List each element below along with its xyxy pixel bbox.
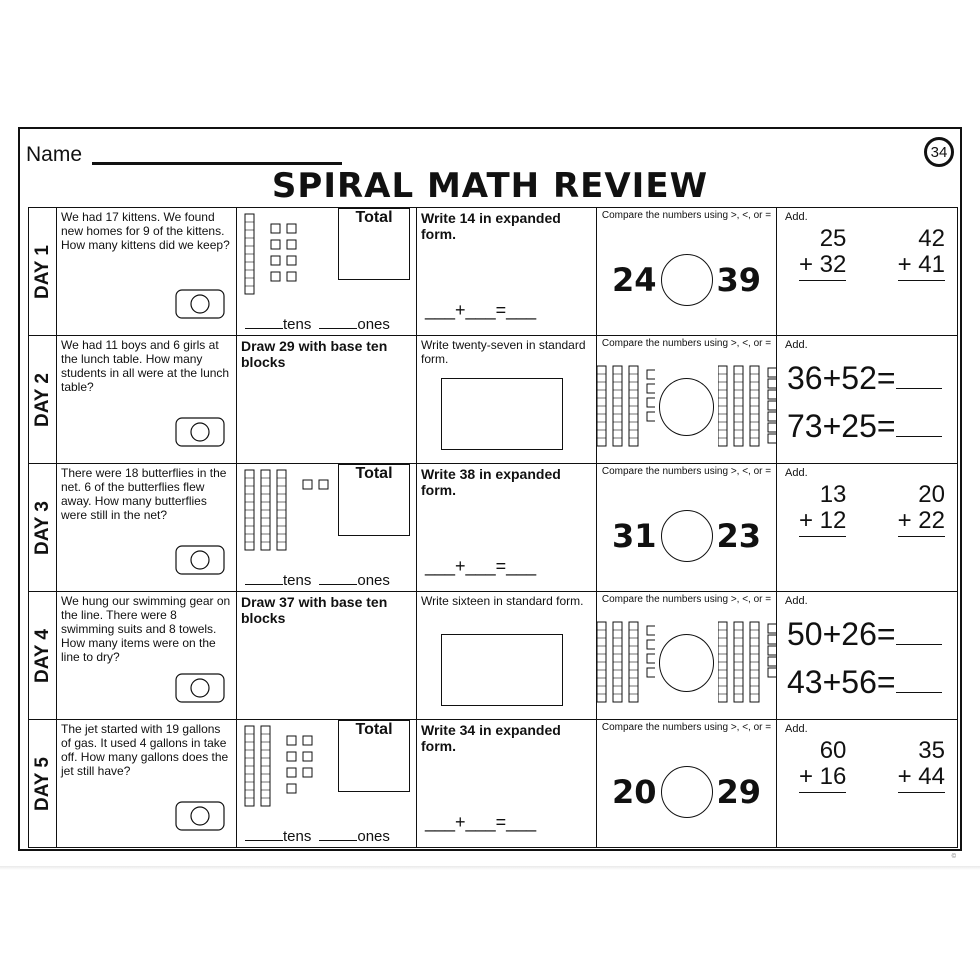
compare-row	[597, 510, 776, 562]
standard-form-answer-box[interactable]	[441, 634, 563, 706]
compare-cell	[597, 208, 777, 336]
one-cube	[271, 272, 280, 281]
compare-answer-circle[interactable]	[659, 378, 715, 436]
one-cube	[287, 736, 296, 745]
ten-rod	[245, 214, 254, 294]
addition-cell	[777, 720, 958, 848]
story-problem-cell	[57, 464, 237, 592]
vertical-addition-problem[interactable]: 42 + 41	[898, 226, 945, 281]
name-label: Name	[26, 143, 83, 166]
compare-answer-circle[interactable]	[661, 766, 713, 818]
compare-right-number: 39	[716, 261, 762, 299]
place-value-prompt: Write twenty-seven in standard form.	[421, 338, 586, 366]
worksheet	[18, 127, 962, 860]
story-problem-text: There were 18 butterflies in the net. 6 of the butterflies flew away. How many butterflies were still in the net?	[61, 466, 227, 522]
compare-answer-circle[interactable]	[661, 510, 713, 562]
compare-right-blocks	[718, 620, 776, 706]
place-value-prompt: Write 34 in expanded form.	[421, 722, 561, 754]
story-problem-text: The jet started with 19 gallons of gas. It used 4 gallons in take off. How many gallons does the jet still have?	[61, 722, 229, 778]
day-row	[29, 592, 958, 720]
day-row	[29, 336, 958, 464]
add-label: Add.	[785, 211, 808, 223]
butterfly-net-icon	[170, 540, 230, 585]
compare-left-blocks	[597, 620, 655, 706]
place-value-prompt: Write 38 in expanded form.	[421, 466, 561, 498]
compare-left-number: 24	[611, 261, 657, 299]
compare-cell	[597, 336, 777, 464]
horizontal-addition-problem[interactable]: 73+25=	[787, 408, 942, 445]
place-value-prompt: Write 14 in expanded form.	[421, 210, 561, 242]
one-cube	[303, 768, 312, 777]
one-cube	[303, 752, 312, 761]
place-value-cell	[417, 208, 597, 336]
story-problem-cell	[57, 336, 237, 464]
vertical-addition-problem[interactable]: 25 + 32	[799, 226, 846, 281]
page-number-badge: 34	[924, 137, 954, 167]
story-problem-cell	[57, 208, 237, 336]
one-cube	[303, 736, 312, 745]
vertical-addition-problem[interactable]: 20 + 22	[898, 482, 945, 537]
base-ten-cell	[237, 464, 417, 592]
compare-row	[597, 766, 776, 818]
one-cube	[271, 240, 280, 249]
ten-rod	[734, 622, 743, 702]
page-shadow	[0, 866, 980, 870]
base-ten-cell[interactable]	[237, 336, 417, 464]
story-problem-cell	[57, 592, 237, 720]
compare-right-number: 23	[716, 517, 762, 555]
day-row	[29, 720, 958, 848]
vertical-addition-problem[interactable]: 13 + 12	[799, 482, 846, 537]
draw-blocks-prompt: Draw 29 with base ten blocks	[241, 338, 388, 370]
addition-cell	[777, 336, 958, 464]
total-box[interactable]	[338, 464, 410, 536]
add-label: Add.	[785, 723, 808, 735]
vertical-addition-problem[interactable]: 35 + 44	[898, 738, 945, 793]
compare-left-number: 31	[611, 517, 657, 555]
one-cube	[287, 272, 296, 281]
day-label: DAY 4	[31, 628, 53, 683]
compare-left-number: 20	[611, 773, 657, 811]
total-box[interactable]	[338, 720, 410, 792]
place-value-cell	[417, 720, 597, 848]
one-cube	[271, 256, 280, 265]
compare-right-blocks	[718, 364, 776, 450]
ten-rod	[718, 622, 727, 702]
day-label: DAY 1	[31, 244, 53, 299]
total-label: Total	[355, 209, 393, 226]
ten-rod	[245, 470, 254, 550]
day-row	[29, 464, 958, 592]
ten-rod	[718, 366, 727, 446]
total-label: Total	[355, 465, 393, 482]
story-problem-text: We had 11 boys and 6 girls at the lunch table. How many students in all were at the lunch table?	[61, 338, 230, 394]
base-ten-cell	[237, 208, 417, 336]
ten-rod	[750, 622, 759, 702]
add-label: Add.	[785, 467, 808, 479]
ten-rod	[734, 366, 743, 446]
ten-rod	[613, 366, 622, 446]
compare-prompt: Compare the numbers using >, <, or =	[601, 466, 772, 477]
place-setting-icon	[170, 412, 230, 457]
place-value-cell	[417, 464, 597, 592]
ten-rod	[613, 622, 622, 702]
day-label-cell	[29, 464, 57, 592]
day-label: DAY 5	[31, 756, 53, 811]
total-label: Total	[355, 721, 393, 738]
story-problem-cell	[57, 720, 237, 848]
compare-answer-circle[interactable]	[659, 634, 715, 692]
day-label: DAY 2	[31, 372, 53, 427]
girl-with-kitten-icon	[170, 284, 230, 329]
ten-rod	[597, 366, 606, 446]
one-cube	[287, 240, 296, 249]
copyright-mark: ©	[951, 854, 956, 860]
one-cube	[303, 480, 312, 489]
story-problem-text: We hung our swimming gear on the line. There were 8 swimming suits and 8 towels. How many items were on the line to dry?	[61, 594, 231, 664]
tens-ones-blanks[interactable]: tens ones	[245, 572, 390, 589]
day-label-cell	[29, 720, 57, 848]
horizontal-addition-problem[interactable]: 43+56=	[787, 664, 942, 701]
expanded-form-blanks[interactable]: ___+___=___	[425, 300, 537, 320]
addition-cell	[777, 464, 958, 592]
base-ten-blocks	[243, 212, 343, 312]
one-cube	[287, 784, 296, 793]
jet-plane-icon	[170, 796, 230, 841]
compare-cell	[597, 592, 777, 720]
compare-row	[597, 254, 776, 306]
compare-cell	[597, 464, 777, 592]
base-ten-cell[interactable]	[237, 592, 417, 720]
horizontal-addition-problem[interactable]: 36+52=	[787, 360, 942, 397]
horizontal-addition-problem[interactable]: 50+26=	[787, 616, 942, 653]
one-cube	[271, 224, 280, 233]
name-line[interactable]	[92, 162, 342, 165]
story-problem-text: We had 17 kittens. We found new homes for 9 of the kittens. How many kittens did we keep?	[61, 210, 230, 252]
review-grid	[28, 207, 958, 848]
draw-blocks-prompt: Draw 37 with base ten blocks	[241, 594, 388, 626]
compare-answer-circle[interactable]	[661, 254, 713, 306]
ten-rod	[629, 622, 638, 702]
addition-cell	[777, 592, 958, 720]
one-cube	[287, 768, 296, 777]
compare-row	[597, 620, 776, 706]
one-cube	[287, 752, 296, 761]
day-label: DAY 3	[31, 500, 53, 555]
addition-cell	[777, 208, 958, 336]
add-label: Add.	[785, 339, 808, 351]
one-cube	[287, 224, 296, 233]
vertical-addition-problem[interactable]: 60 + 16	[799, 738, 846, 793]
ten-rod	[277, 470, 286, 550]
base-ten-blocks	[243, 468, 343, 568]
expanded-form-blanks[interactable]: ___+___=___	[425, 812, 537, 832]
day-label-cell	[29, 592, 57, 720]
base-ten-cell	[237, 720, 417, 848]
day-label-cell	[29, 336, 57, 464]
one-cube	[287, 256, 296, 265]
ten-rod	[629, 366, 638, 446]
one-cube	[319, 480, 328, 489]
day-row	[29, 208, 958, 336]
compare-prompt: Compare the numbers using >, <, or =	[601, 594, 772, 605]
ten-rod	[597, 622, 606, 702]
compare-left-blocks	[597, 364, 655, 450]
base-ten-blocks	[243, 724, 343, 824]
ten-rod	[261, 470, 270, 550]
compare-prompt: Compare the numbers using >, <, or =	[601, 722, 772, 733]
compare-cell	[597, 720, 777, 848]
total-box[interactable]	[338, 208, 410, 280]
place-value-cell	[417, 592, 597, 720]
ten-rod	[245, 726, 254, 806]
compare-prompt: Compare the numbers using >, <, or =	[601, 338, 772, 349]
add-label: Add.	[785, 595, 808, 607]
compare-right-number: 29	[716, 773, 762, 811]
place-value-cell	[417, 336, 597, 464]
expanded-form-blanks[interactable]: ___+___=___	[425, 556, 537, 576]
clothesline-swimsuit-icon	[170, 668, 230, 713]
place-value-prompt: Write sixteen in standard form.	[421, 594, 584, 608]
tens-ones-blanks[interactable]: tens ones	[245, 828, 390, 845]
tens-ones-blanks[interactable]: tens ones	[245, 316, 390, 333]
standard-form-answer-box[interactable]	[441, 378, 563, 450]
compare-prompt: Compare the numbers using >, <, or =	[601, 210, 772, 221]
page-title: SPIRAL MATH REVIEW	[271, 166, 709, 206]
ten-rod	[750, 366, 759, 446]
ten-rod	[261, 726, 270, 806]
day-label-cell	[29, 208, 57, 336]
compare-row	[597, 364, 776, 450]
